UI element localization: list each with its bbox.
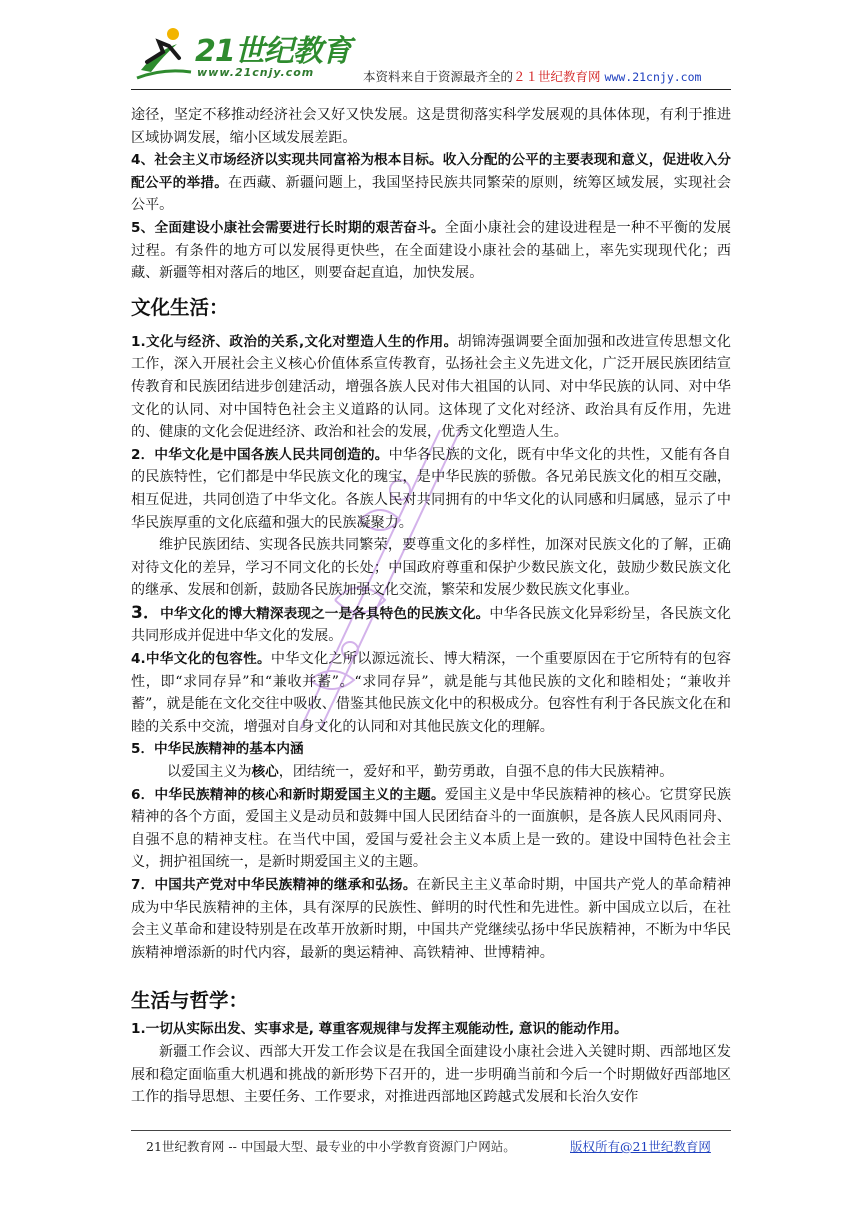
point-heading: 4、社会主义市场经济以实现共同富裕为根本目标。收入分配的公平的主要表现和意义，促进收入分配公平的举措。 <box>131 152 731 191</box>
point-text: 爱国主义是中华民族精神的核心。它贯穿民族精神的各个方面，爱国主义是动员和鼓舞中国人民团结奋斗的一面旗帜，是各族人民风雨同舟、自强不息的精神支柱。在当代中国，爱国与爱社会主义本质上是一致的。建设中国特色社会主义，拥护祖国统一，是新时期爱国主义的主题。 <box>131 786 731 871</box>
point-text: 以爱国主义为 <box>167 764 252 781</box>
point-heading: 2．中华文化是中国各族人民共同创造的。 <box>131 446 389 463</box>
paragraph <box>131 648 731 738</box>
document-body <box>131 104 731 1109</box>
header-brand-link[interactable]: ２１世纪教育网 <box>513 69 601 84</box>
paragraph <box>131 874 731 964</box>
header-url-link[interactable]: www.21cnjy.com <box>604 70 702 84</box>
footer-divider <box>131 1130 731 1131</box>
logo <box>131 22 351 86</box>
point-heading: 7．中国共产党对中华民族精神的继承和弘扬。 <box>131 877 417 893</box>
page-header <box>131 22 731 88</box>
paragraph: 维护民族团结、实现各民族共同繁荣，要尊重文化的多样性，加深对民族文化的了解，正确对待文化的差异，学习不同文化的长处；中国政府尊重和保护少数民族文化，鼓励少数民族文化的继承、发展和创新，鼓励各民族加强文化交流，繁荣和发展少数民族文化事业。 <box>131 537 731 599</box>
point-number: 3． <box>131 602 161 623</box>
point-text: 中华各民族文化异彩纷呈，各民族文化共同形成并促进中华文化的发展。 <box>131 605 732 645</box>
point-heading: 中华文化的博大精深表现之一是各具特色的民族文化。 <box>160 605 490 622</box>
section-title-culture: 文化生活： <box>131 295 229 319</box>
footer-text: 21世纪教育网 -- 中国最大型、最专业的中小学教育资源门户网站。 <box>146 1139 516 1154</box>
paragraph: 新疆工作会议、西部大开发工作会议是在我国全面建设小康社会进入关键时期、西部地区发展和稳定面临重大机遇和挑战的新形势下召开的，进一步明确当前和今后一个时期做好西部地区工作的指导思想、主要任务、工作要求，对推进西部地区跨越式发展和长治久安作 <box>131 1043 731 1106</box>
point-heading: 1.一切从实际出发、实事求是, 尊重客观规律与发挥主观能动性, 意识的能动作用。 <box>131 1021 628 1038</box>
point-heading: 5．中华民族精神的基本内涵 <box>131 741 304 758</box>
point-heading: 5、全面建设小康社会需要进行长时期的艰苦奋斗。 <box>131 219 445 236</box>
runner-logo-icon <box>133 22 193 82</box>
paragraph <box>131 784 731 874</box>
header-note <box>363 67 701 85</box>
paragraph <box>131 602 731 648</box>
point-text: 全面小康社会的建设进程是一种不平衡的发展过程。有条件的地方可以发展得更快些，在全面建设小康社会的基础上，率先实现现代化；西藏、新疆等相对落后的地区，则要奋起直追，加快发展。 <box>131 219 731 282</box>
point-text: 中华文化之所以源远流长、博大精深，一个重要原因在于它所特有的包容性，即“求同存异”和“兼收并蓄”。“求同存异”，就是能与其他民族的文化和睦相处；“兼收并蓄”，就是能在文化交往中吸收、借鉴其他民族文化中的积极成分。包容性有利于各民族文化在和睦的关系中交流，增强对自身文化的认同和对其他民族文化的理解。 <box>131 651 731 735</box>
paragraph <box>131 217 731 285</box>
paragraph <box>131 444 731 534</box>
logo-text: 21世纪教育 <box>195 34 351 69</box>
point-text: 中华各民族的文化，既有中华文化的共性，又能有各自的民族特性，它们都是中华民族文化的瑰宝，是中华民族的骄傲。各兄弟民族文化的相互交融，相互促进，共同创造了中华文化。各族人民对共同拥有的中华文化的认同感和归属感，显示了中华民族厚重的文化底蕴和强大的民族凝聚力。 <box>131 446 731 531</box>
logo-url: www.21cnjy.com <box>197 66 315 79</box>
header-divider <box>131 89 731 90</box>
paragraph <box>131 331 731 444</box>
point-text: 胡锦涛强调要全面加强和改进宣传思想文化工作，深入开展社会主义核心价值体系宣传教育，弘扬社会主义先进文化，广泛开展民族团结宣传教育和民族团结进步创建活动，增强各族人民对伟大祖国的认同、对中华民族的认同、对中华文化的认同、对中国特色社会主义道路的认同。这体现了文化对经济、政治具有反作用，先进的、健康的文化会促进经济、政治和社会的发展，优秀文化塑造人生。 <box>131 333 731 441</box>
point-text: 在西藏、新疆问题上，我国坚持民族共同繁荣的原则，统筹区域发展，实现社会公平。 <box>131 174 732 214</box>
header-note-prefix: 本资料来自于资源最齐全的 <box>363 69 514 84</box>
paragraph <box>131 149 731 217</box>
page-footer <box>146 1137 711 1155</box>
point-text: 在新民主主义革命时期，中国共产党人的革命精神成为中华民族精神的主体，具有深厚的民族性、鲜明的时代性和先进性。新中国成立以后，在社会主义革命和建设特别是在改革开放新时期，中国共产党继续弘扬中华民族精神，不断为中华民族精神增添新的时代内容，最新的奥运精神、高铁精神、世博精神。 <box>131 877 731 961</box>
paragraph <box>131 761 731 784</box>
emphasis: 核心 <box>251 764 279 781</box>
point-heading: 1.文化与经济、政治的关系,文化对塑造人生的作用。 <box>131 333 458 350</box>
paragraph: 途径，坚定不移推动经济社会又好又快发展。这是贯彻落实科学发展观的具体体现，有利于推进区域协调发展，缩小区域发展差距。 <box>131 107 731 146</box>
copyright-link[interactable]: 版权所有@21世纪教育网 <box>570 1139 711 1154</box>
paragraph <box>131 1018 731 1041</box>
point-text: ，团结统一，爱好和平，勤劳勇敢，自强不息的伟大民族精神。 <box>278 764 674 781</box>
section-title-philosophy: 生活与哲学： <box>131 989 249 1013</box>
paragraph <box>131 738 731 761</box>
point-heading: 6．中华民族精神的核心和新时期爱国主义的主题。 <box>131 786 445 803</box>
point-heading: 4.中华文化的包容性。 <box>131 651 271 668</box>
